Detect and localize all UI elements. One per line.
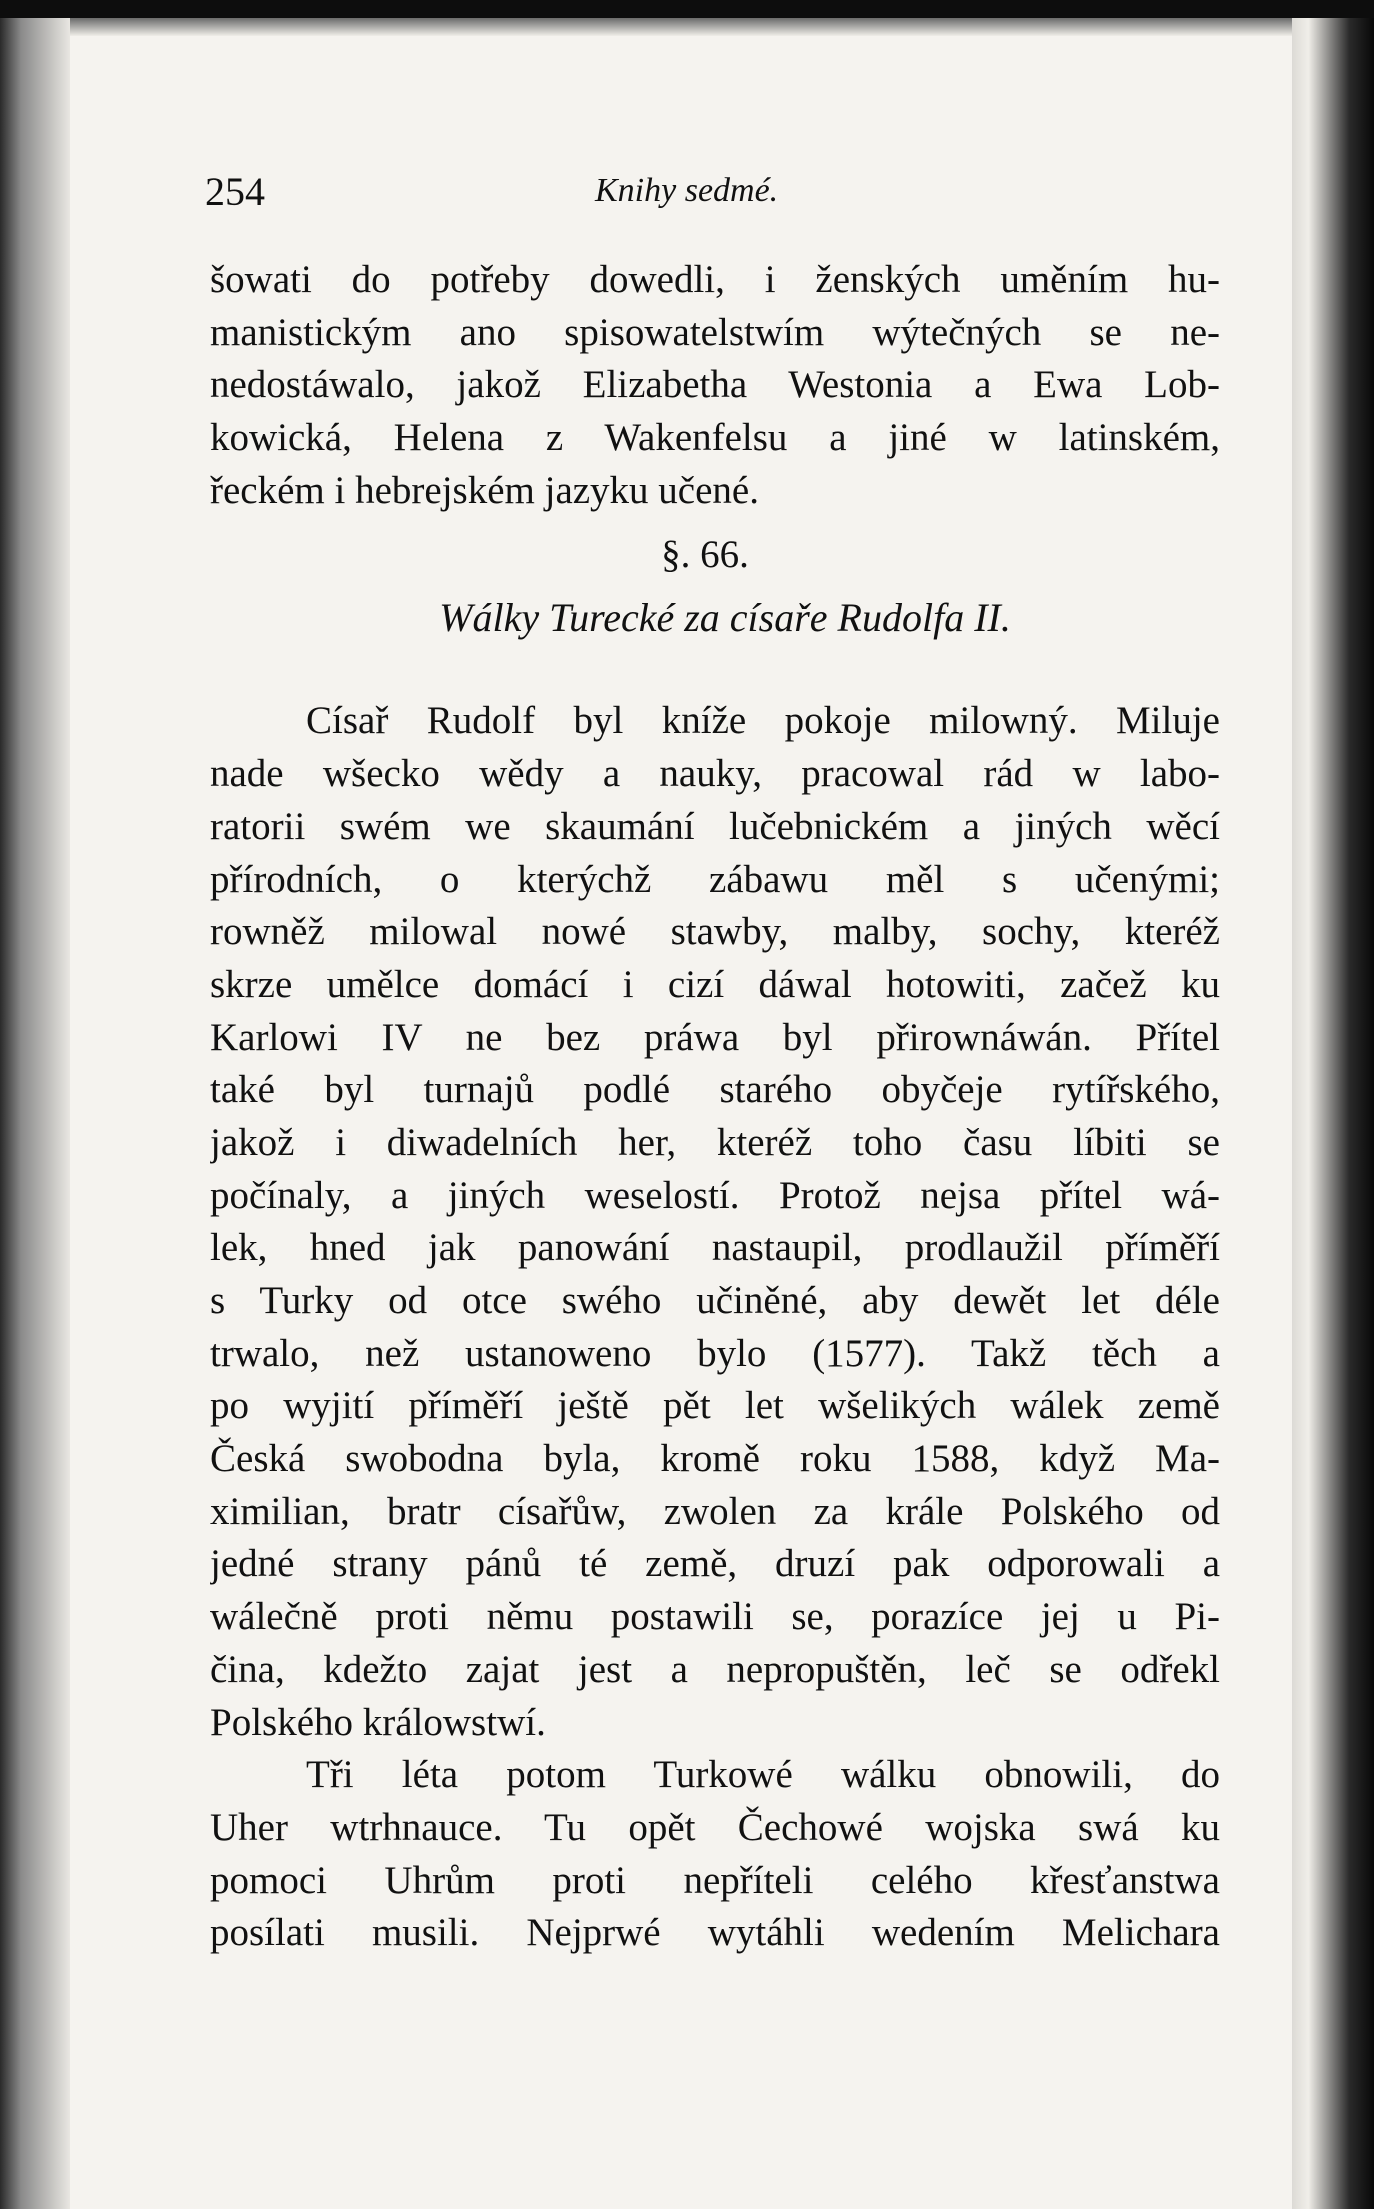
text-line: s Turky od otce swého učiněné, aby dewět let déle — [210, 1279, 1220, 1322]
text-line: počínaly, a jiných weselostí. Protož nejsa přítel wá- — [210, 1173, 1220, 1217]
paragraph-1 — [210, 254, 1220, 517]
text-line: trwalo, než ustanoweno bylo (1577). Takž těch a — [210, 1331, 1220, 1375]
text-line: rowněž milowal nowé stawby, malby, sochy, kteréž — [210, 910, 1220, 954]
page-number: 254 — [205, 169, 265, 214]
text-line: kowická, Helena z Wakenfelsu a jiné w latinském, — [210, 416, 1220, 460]
paragraph-2 — [210, 695, 1220, 1749]
running-head — [205, 168, 1215, 218]
text-line: nade wšecko wědy a nauky, pracowal rád w labo- — [210, 752, 1220, 796]
page-top-shadow — [0, 18, 1292, 36]
text-line: přírodních, o kterýchž zábawu měl s učenými; — [210, 857, 1220, 901]
text-line: také byl turnajů podlé starého obyčeje rytířského, — [210, 1068, 1220, 1112]
paragraph-3 — [210, 1749, 1220, 1960]
text-line: nedostáwalo, jakož Elizabetha Westonia a Ewa Lob- — [210, 363, 1220, 407]
text-line: Polského králowstwí. — [210, 1700, 546, 1744]
page-text — [210, 254, 1220, 1960]
text-line: posílati musili. Nejprwé wytáhli wedením Melichara — [210, 1911, 1220, 1955]
text-line: ratorii swém we skaumání lučebnickém a jiných wěcí — [210, 804, 1220, 848]
book-page — [0, 18, 1292, 2209]
text-line: Uher wtrhnauce. Tu opět Čechowé wojska swá ku — [210, 1805, 1220, 1849]
text-line: manistickým ano spisowatelstwím wýtečných se ne- — [210, 310, 1220, 354]
text-line: Tři léta potom Turkowé wálku obnowili, do — [306, 1753, 1220, 1797]
text-line: po wyjití příměří ještě pět let wšelikých wálek země — [210, 1384, 1220, 1428]
section-title: Wálky Turecké za císaře Rudolfa II. — [439, 595, 1011, 641]
scan-right-edge — [1292, 18, 1374, 2209]
text-line: ximilian, bratr císařůw, zwolen za krále Polského od — [210, 1489, 1220, 1533]
text-line: Karlowi IV ne bez práwa byl přirownáwán. Přítel — [210, 1015, 1220, 1059]
text-line: šowati do potřeby dowedli, i ženských uměním hu- — [210, 258, 1220, 301]
text-line: pomoci Uhrům proti nepříteli celého křesťanstwa — [210, 1858, 1220, 1902]
text-line: řeckém i hebrejském jazyku učené. — [210, 468, 759, 512]
text-line: skrze umělce domácí i cizí dáwal hotowiti, začež ku — [210, 962, 1220, 1006]
text-line: čina, kdežto zajat jest a nepropuštěn, leč se odřekl — [210, 1647, 1220, 1691]
text-line: Česká swobodna byla, kromě roku 1588, když Ma- — [210, 1437, 1220, 1481]
page-gutter-shadow — [0, 18, 70, 2209]
text-line: Císař Rudolf byl kníže pokoje milowný. Miluje — [306, 699, 1220, 743]
running-head-title: Knihy sedmé. — [595, 172, 779, 209]
text-line: wálečně proti němu postawili se, porazíce jej u Pi- — [210, 1595, 1220, 1639]
text-line: lek, hned jak panowání nastaupil, prodlaužil příměří — [210, 1226, 1220, 1270]
text-line: jakož i diwadelních her, kteréž toho času líbiti se — [210, 1120, 1220, 1164]
section-number: §. 66. — [661, 533, 749, 577]
text-line: jedné strany pánů té země, druzí pak odporowali a — [210, 1542, 1220, 1586]
